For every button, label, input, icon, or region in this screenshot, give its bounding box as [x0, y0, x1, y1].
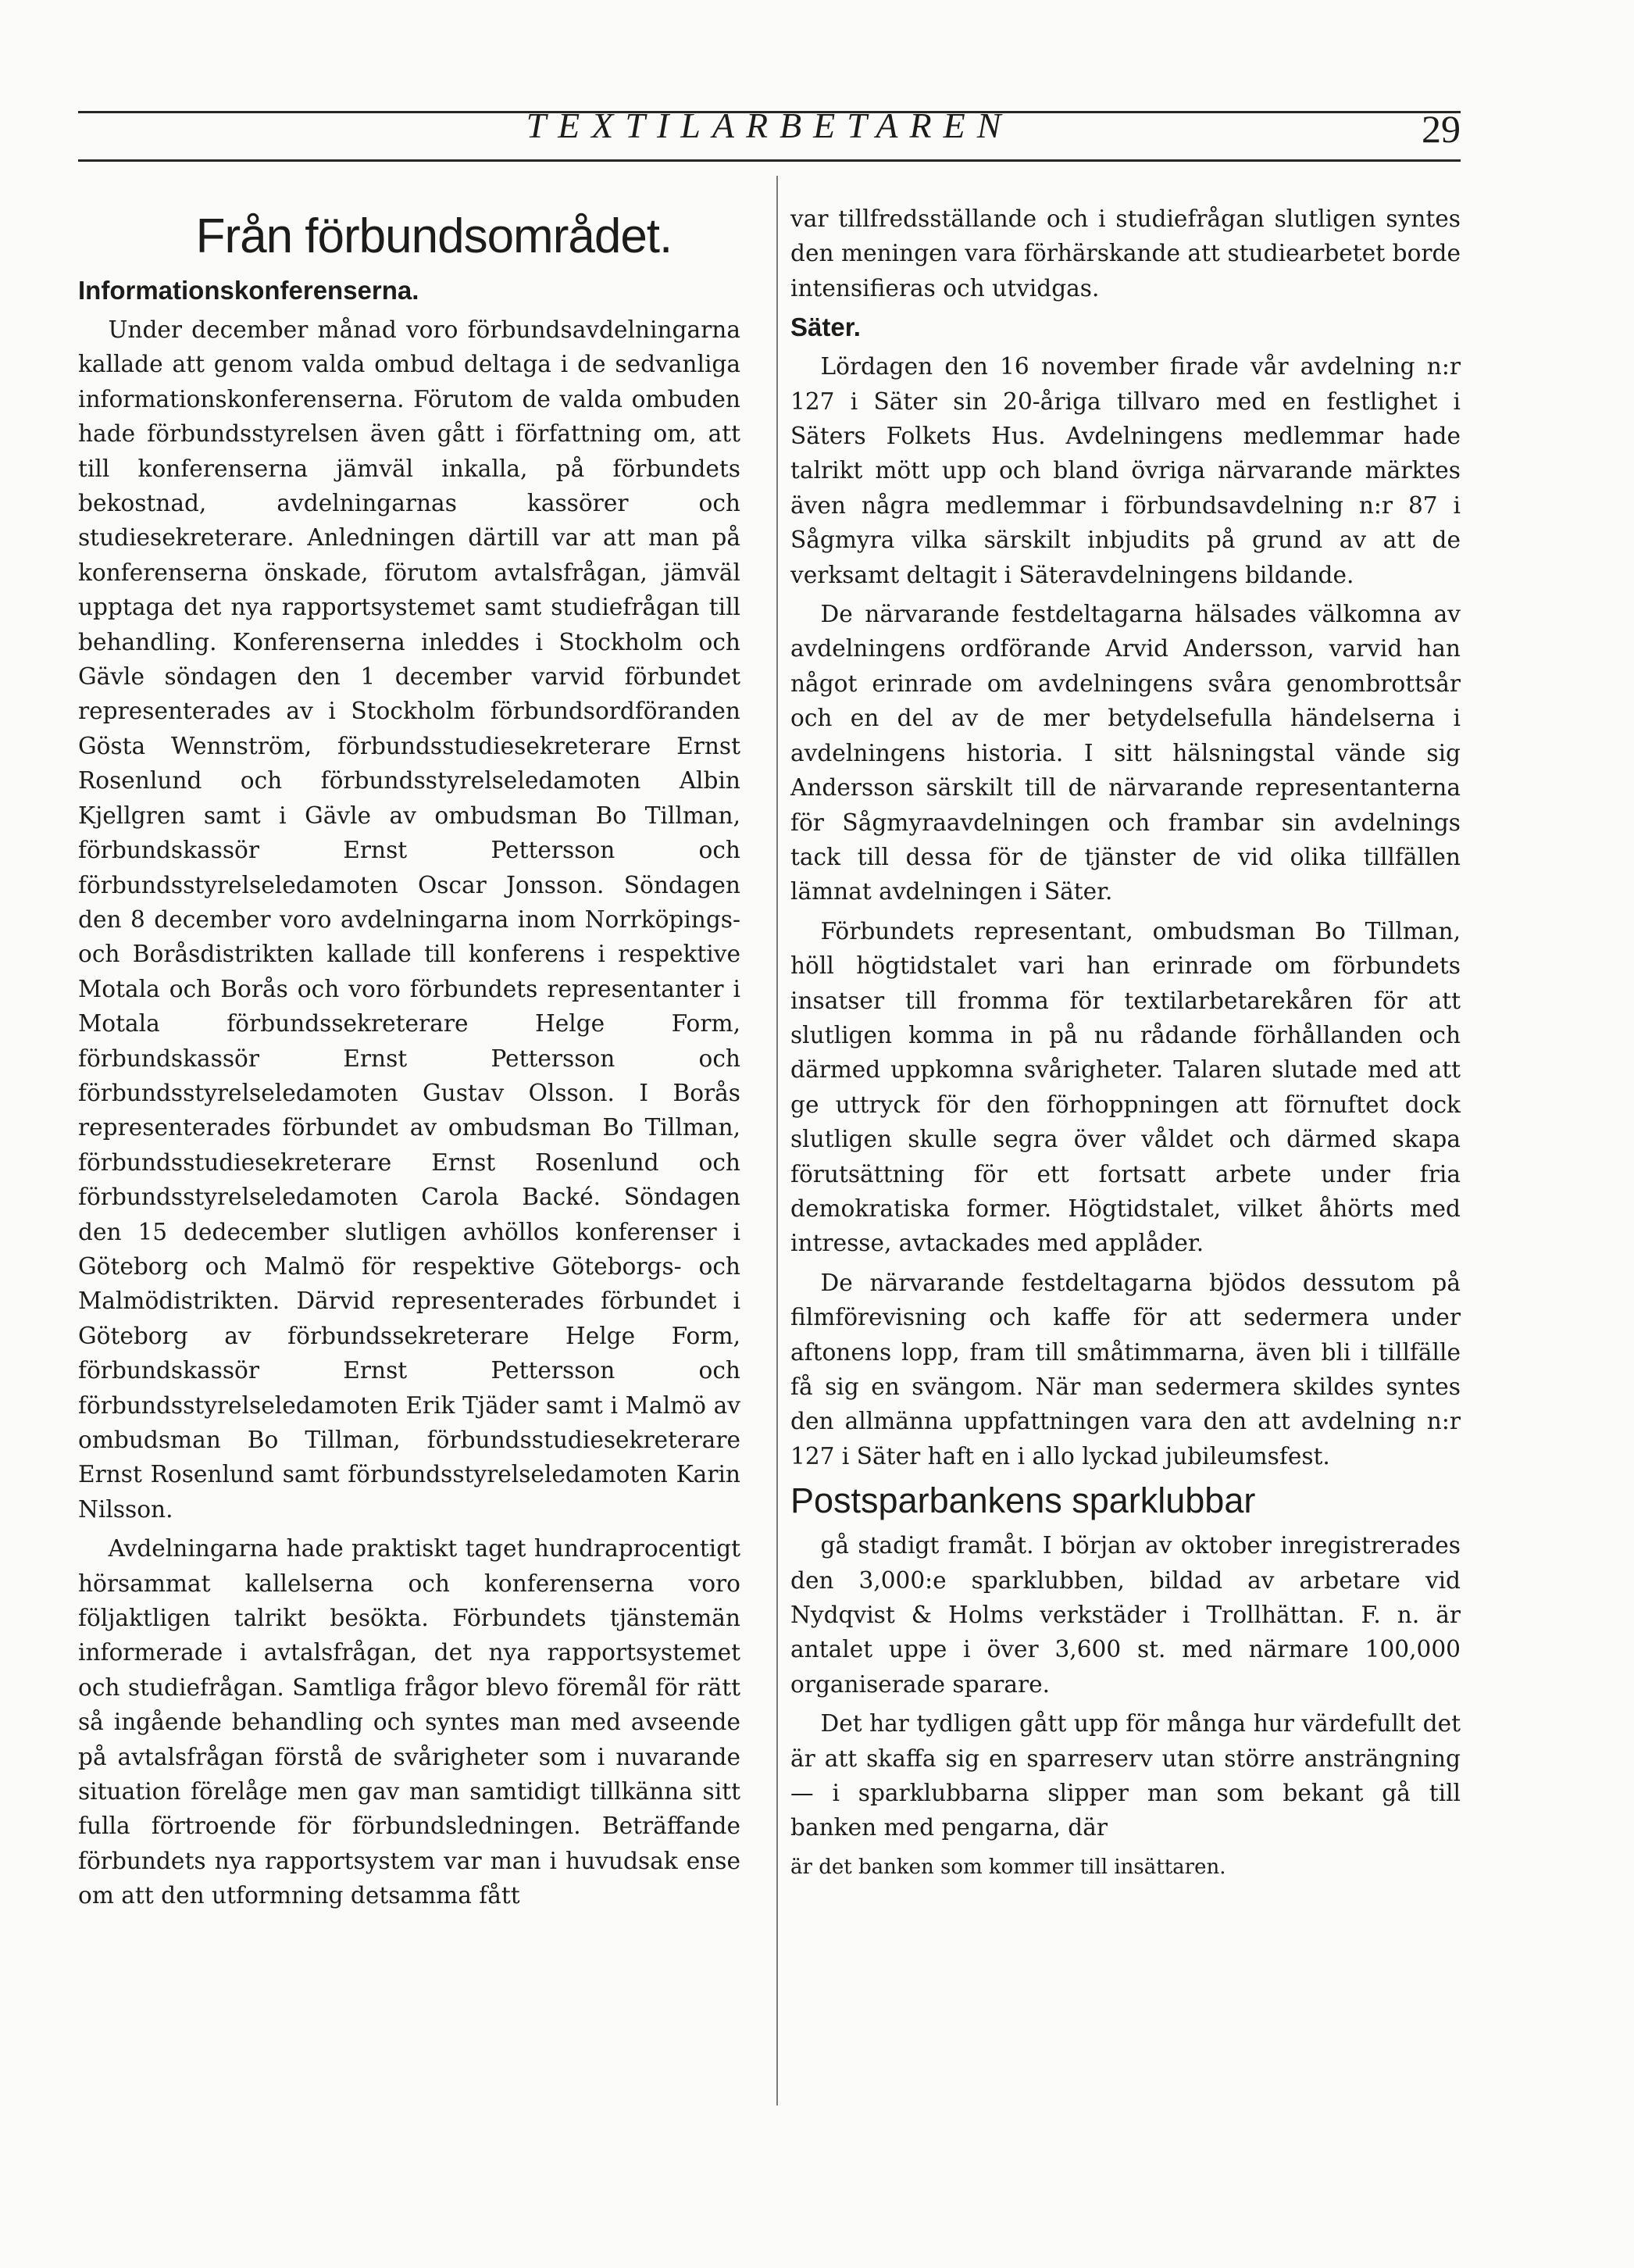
paragraph: De närvarande festdeltagarna hälsades välkomna av avdelningens ordförande Arvid Andersson, varvid han något erinrade om avdelningens svåra genombrottsår och en del av de mer betydelsefulla händelserna i avdelningens historia. I sitt hälsningstal vände sig Andersson särskilt till de närvarande representanterna för Sågmyraavdelningen och frambar sin avdelnings tack till dessa för de tjänster de vid olika tillfällen lämnat avdelningen i Säter.	[790, 601, 1461, 905]
paragraph: Det har tydligen gått upp för många hur värdefullt det är att skaffa sig en sparreserv utan större ansträngning — i sparklubbarna slipper man som bekant gå till banken med pengarna, där	[790, 1710, 1461, 1841]
running-head: TEXTILARBETAREN	[526, 105, 1013, 145]
section-heading-sater: Säter.	[790, 313, 861, 342]
right-column	[790, 202, 1461, 1884]
column-divider	[776, 176, 778, 2105]
left-column	[78, 205, 740, 1913]
paragraph-last-line: är det banken som kommer till insättaren.	[790, 1855, 1226, 1879]
paragraph: Under december månad voro förbundsavdelningarna kallade att genom valda ombud deltaga i de sedvanliga informationskonferenserna. Förutom de valda ombuden hade förbundsstyrelsen även gått i författning om, att till konferenserna jämväl inkalla, på förbundets bekostnad, avdelningarnas kassörer och studiesekreterare. Anledningen därtill var att man på konferenserna önskade, förutom avtalsfrågan, jämväl upptaga det nya rapportsystemet samt studiefrågan till behandling. Konferenserna inleddes i Stockholm och Gävle söndagen den 1 december varvid förbundet representerades av i Stockholm förbundsordföranden Gösta Wennström, förbundsstudiesekreterare Ernst Rosenlund och förbundsstyrelseledamoten Albin Kjellgren samt i Gävle av ombudsman Bo Tillman, förbundskassör Ernst Pettersson och förbundsstyrelseledamoten Oscar Jonsson. Söndagen den 8 december voro avdelningarna inom Norrköpings- och Boråsdistrikten kallade till konferens i respektive Motala och Borås och voro förbundets representanter i Motala förbundssekreterare Helge Form, förbundskassör Ernst Pettersson och förbundsstyrelseledamoten Gustav Olsson. I Borås representerades förbundet av ombudsman Bo Tillman, förbundsstudiesekreterare Ernst Rosenlund och förbundsstyrelseledamoten Carola Backé. Söndagen den 15 dedecember slutligen avhöllos konferenser i Göteborg och Malmö för respektive Göteborgs- och Malmödistrikten. Därvid representerades förbundet i Göteborg av förbundssekreterare Helge Form, förbundskassör Ernst Pettersson och förbundsstyrelseledamoten Erik Tjäder samt i Malmö av ombudsman Bo Tillman, förbundsstudiesekreterare Ernst Rosenlund samt förbundsstyrelseledamoten Karin Nilsson.	[78, 316, 740, 1523]
paragraph: gå stadigt framåt. I början av oktober inregistrerades den 3,000:e sparklubben, bildad av arbetare vid Nydqvist & Holms verkstäder i Trollhättan. F. n. är antalet uppe i över 3,600 st. med närmare 100,000 organiserade sparare.	[790, 1532, 1461, 1698]
continuation-paragraph: var tillfredsställande och i studiefrågan slutligen syntes den meningen vara förhärskande att studiearbetet borde intensifieras och utvidgas.	[790, 205, 1461, 302]
page-number: 29	[1422, 107, 1461, 151]
paragraph: Lördagen den 16 november firade vår avdelning n:r 127 i Säter sin 20-åriga tillvaro med en festlighet i Säters Folkets Hus. Avdelningens medlemmar hade talrikt mött upp och bland övriga närvarande märktes även några medlemmar i förbundsavdelning n:r 87 i Sågmyra vilka särskilt inbjudits på grund av att de verksamt deltagit i Säteravdelningens bildande.	[790, 353, 1461, 588]
paragraph: De närvarande festdeltagarna bjödos dessutom på filmförevisning och kaffe för att sedermera under aftonens lopp, fram till småtimmarna, även bli i tillfälle få sig en svängom. När man sedermera skildes syntes den allmänna uppfattningen vara den att avdelning n:r 127 i Säter haft en i allo lyckad jubileumsfest.	[790, 1269, 1461, 1470]
header-rule-bottom	[78, 159, 1461, 162]
paragraph: Förbundets representant, ombudsman Bo Tillman, höll högtidstalet vari han erinrade om förbundets insatser till fromma för textilarbetarekåren för att slutligen komma in på nu rådande förhållanden och därmed uppkomna svårigheter. Talaren slutade med att ge uttryck för den förhoppningen att förnuftet dock slutligen skulle segra över våldet och därmed skapa förutsättning för ett fortsatt arbete under fria demokratiska former. Högtidstalet, vilket åhörts med intresse, avtackades med applåder.	[790, 917, 1461, 1257]
article-title: Från förbundsområdet.	[195, 209, 673, 263]
paragraph: Avdelningarna hade praktiskt taget hundraprocentigt hörsammat kallelserna och konferenserna voro följaktligen talrikt besökta. Förbundets tjänstemän informerade i avtalsfrågan, det nya rapportsystemet och studiefrågan. Samtliga frågor blevo föremål för rätt så ingående behandling och syntes man med avseende på avtalsfrågan förstå de svårigheter som i nuvarande situation förelåge men gav man samtidigt tillkänna sitt fulla förtroende för förbundsledningen. Beträffande förbundets nya rapportsystem var man i huvudsak ense om att den utformning detsamma fått	[78, 1535, 740, 1909]
section-heading-postsparbanken: Postsparbankens sparklubbar	[790, 1480, 1256, 1521]
section-heading-informationskonferenserna: Informationskonferenserna.	[78, 276, 419, 305]
